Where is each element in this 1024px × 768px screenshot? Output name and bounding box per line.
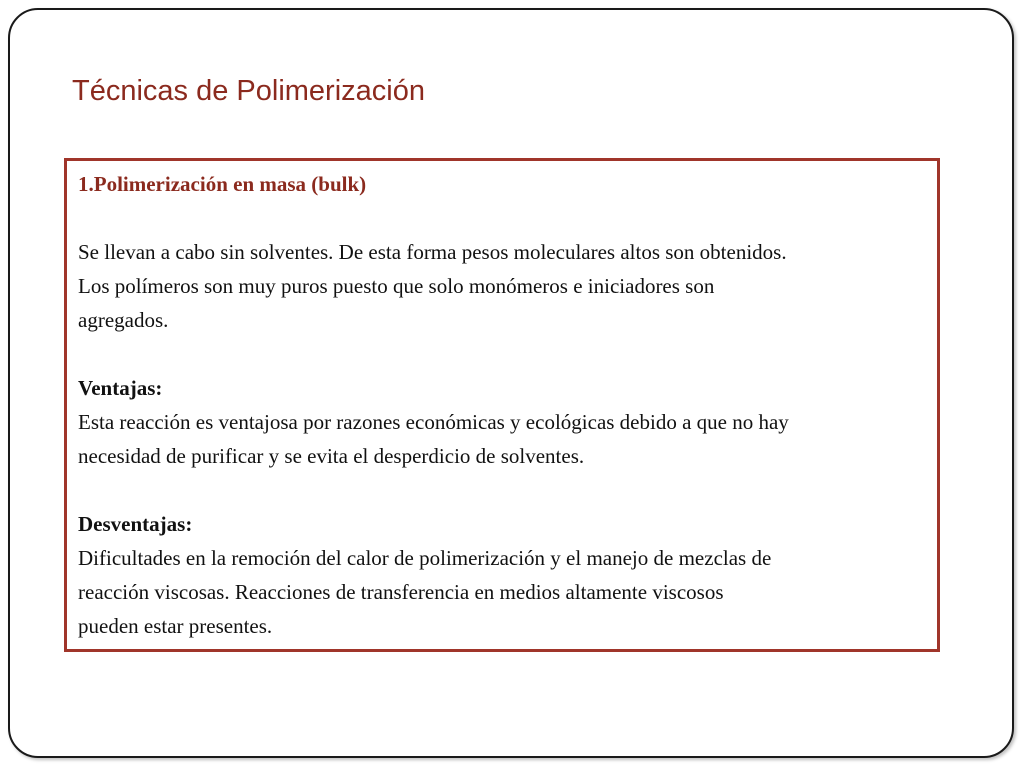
slide-title: Técnicas de Polimerización bbox=[72, 75, 425, 107]
spacer bbox=[78, 201, 927, 235]
intro-line-3: agregados. bbox=[78, 308, 169, 332]
spacer bbox=[78, 473, 927, 507]
intro-line-2: Los polímeros son muy puros puesto que solo monómeros e iniciadores son bbox=[78, 274, 715, 298]
disadvantages-line-1: Dificultades en la remoción del calor de polimerización y el manejo de mezclas de bbox=[78, 546, 772, 570]
section-heading: 1.Polimerización en masa (bulk) bbox=[78, 172, 367, 196]
spacer bbox=[78, 337, 927, 371]
disadvantages-line-3: pueden estar presentes. bbox=[78, 614, 273, 638]
slide-frame bbox=[8, 8, 1014, 758]
advantages-line-1: Esta reacción es ventajosa por razones económicas y ecológicas debido a que no hay bbox=[78, 410, 789, 434]
intro-line-1: Se llevan a cabo sin solventes. De esta forma pesos moleculares altos son obtenidos. bbox=[78, 240, 787, 264]
content-box bbox=[64, 158, 940, 652]
advantages-line-2: necesidad de purificar y se evita el desperdicio de solventes. bbox=[78, 444, 585, 468]
advantages-heading: Ventajas: bbox=[78, 376, 163, 400]
disadvantages-line-2: reacción viscosas. Reacciones de transferencia en medios altamente viscosos bbox=[78, 580, 724, 604]
disadvantages-heading: Desventajas: bbox=[78, 512, 193, 536]
